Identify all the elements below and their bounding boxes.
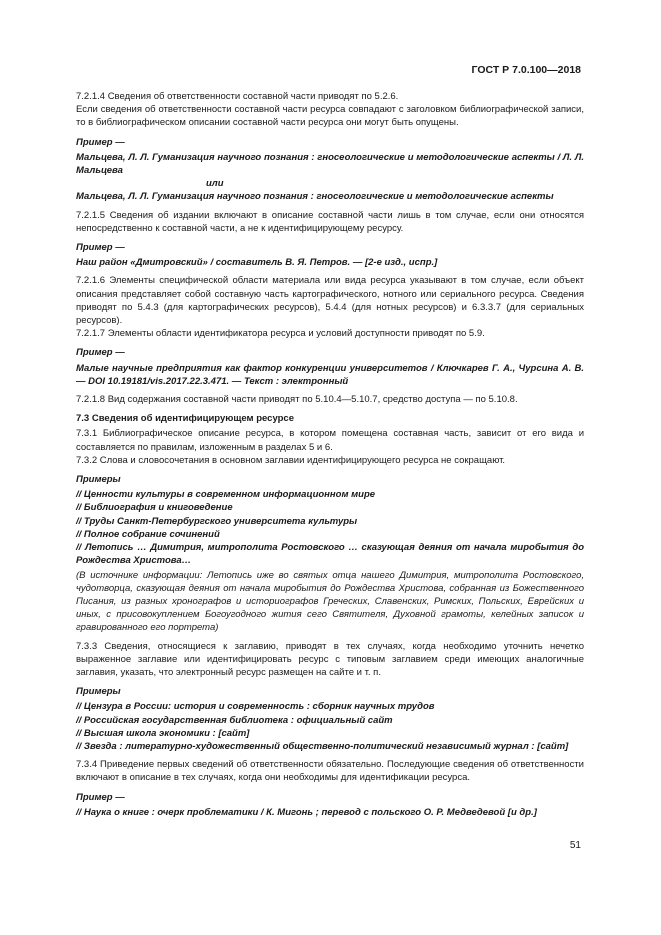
example-item: // Высшая школа экономики : [сайт] bbox=[76, 727, 250, 739]
example-item: // Библиография и книговедение bbox=[76, 502, 233, 514]
example-label: Пример — bbox=[76, 136, 125, 148]
example-label: Пример — bbox=[76, 242, 125, 254]
paragraph-7-2-1-8: 7.2.1.8 Вид содержания составной части приводят по 5.10.4—5.10.7, средство доступа — по 5.10.8. bbox=[76, 394, 518, 406]
paragraph-7-3-4: 7.3.4 Приведение первых сведений об ответственности обязательно. Последующие сведения об ответственности включают в описание в тех случаях, когда они необходимы для идентификации ресурса. bbox=[76, 759, 584, 784]
paragraph-7-3-2: 7.3.2 Слова и словосочетания в основном заглавии идентифицирующего ресурса не сокращают. bbox=[76, 454, 506, 466]
example-item: // Труды Санкт-Петербургского университета культуры bbox=[76, 515, 358, 527]
example-item: // Полное собрание сочинений bbox=[76, 528, 220, 540]
examples-label: Примеры bbox=[76, 686, 121, 698]
example-item: // Цензура в России: история и современность : сборник научных трудов bbox=[76, 701, 435, 713]
example-text: Малые научные предприятия как фактор конкуренции университетов / Ключкарев Г. А., Чурсина А. В. — DOI 10.19181/vis.2017.22.3.471. — Текст : электронный bbox=[76, 362, 584, 387]
example-text: // Наука о книге : очерк проблематики / К. Мигонь ; перевод с польского О. Р. Медведевой [и др.] bbox=[76, 806, 537, 818]
example-label: Пример — bbox=[76, 347, 125, 359]
example-label: Пример — bbox=[76, 791, 125, 803]
document-body bbox=[76, 90, 584, 819]
paragraph-7-2-1-4: 7.2.1.4 Сведения об ответственности составной части приводят по 5.2.6. bbox=[76, 91, 399, 102]
paragraph-7-2-1-6: 7.2.1.6 Элементы специфической области материала или вида ресурса указывают в том случае, если объект описания представляет собой составную часть картографического, нотного или сериального ресурса. Сведения приводят по 5.4.3 (для картографических ресурсов), 5.4.4 (для нотных ресурсов) и 6.3.3.7 (для сериальных ресурсов). bbox=[76, 275, 584, 327]
examples-label: Примеры bbox=[76, 474, 121, 486]
paragraph-7-2-1-5: 7.2.1.5 Сведения об издании включают в описание составной части лишь в том случае, если они относятся непосредственно к составной части, а не к идентифицирующему ресурсу. bbox=[76, 209, 584, 234]
example-item: // Российская государственная библиотека : официальный сайт bbox=[76, 714, 393, 726]
paragraph-7-2-1-4-cont: Если сведения об ответственности составной части ресурса совпадают с заголовком библиографической записи, то в библиографическом описании составной части ресурса они могут быть опущены. bbox=[76, 104, 584, 129]
example-text: Наш район «Дмитровский» / составитель В. Я. Петров. — [2-е изд., испр.] bbox=[76, 257, 438, 269]
section-heading-7-3: 7.3 Сведения об идентифицирующем ресурсе bbox=[76, 413, 294, 425]
example-item: // Летопись … Димитрия, митрополита Ростовского … сказующая деяния от начала миробытия до Рождества Христова… bbox=[76, 542, 584, 567]
example-text: Мальцева, Л. Л. Гуманизация научного познания : гносеологические и методологические аспекты / Л. Л. Мальцева bbox=[76, 151, 584, 177]
paragraph-7-3-3: 7.3.3 Сведения, относящиеся к заглавию, приводят в тех случаях, когда необходимо уточнить нечетко выраженное заглавие или идентифицировать ресурс с типовым заглавием среди имеющих аналогичные заглавия, указать, что электронный ресурс размещен на сайте и т. п. bbox=[76, 640, 584, 678]
example-text: Мальцева, Л. Л. Гуманизация научного познания : гносеологические и методологические аспекты bbox=[76, 191, 554, 203]
paragraph-7-3-1: 7.3.1 Библиографическое описание ресурса, в котором помещена составная часть, зависит от его вида и составляется по правилам, изложенным в разделах 5 и 6. bbox=[76, 428, 584, 453]
example-or: или bbox=[206, 178, 224, 190]
example-item: // Ценности культуры в современном информационном мире bbox=[76, 489, 376, 501]
paragraph-7-2-1-7: 7.2.1.7 Элементы области идентификатора ресурса и условий доступности приводят по 5.9. bbox=[76, 328, 485, 340]
page-number: 51 bbox=[569, 840, 581, 851]
standard-header: ГОСТ Р 7.0.100—2018 bbox=[471, 64, 581, 76]
example-item: // Звезда : литературно-художественный общественно-политический независимый журнал : [сайт] bbox=[76, 740, 569, 752]
example-note: (В источнике информации: Летопись иже во святых отца нашего Димитрия, митрополита Ростовского, чудотворца, сказующая деяния от начала миробытия до Рождества Христова, собранная из Божественного Писания, из разных хронографов и историографов Греческих, Славенских, Римских, Польских, Еврейских и иных, с присовокуплением Богоугодного жития сего Святителя, Духовной грамоты, келейных записок и гравированного его портрета) bbox=[76, 569, 584, 634]
